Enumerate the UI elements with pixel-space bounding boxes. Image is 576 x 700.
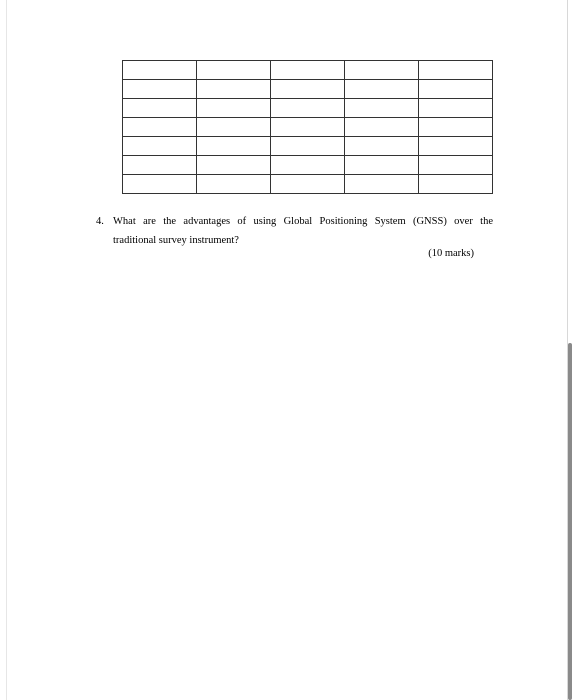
table-cell (419, 99, 493, 118)
table-cell (197, 137, 271, 156)
answer-table-body (123, 61, 493, 194)
table-row (123, 80, 493, 99)
table-cell (123, 175, 197, 194)
table-row (123, 118, 493, 137)
table-cell (271, 137, 345, 156)
table-cell (123, 156, 197, 175)
table-cell (419, 137, 493, 156)
table-row (123, 175, 493, 194)
table-cell (197, 99, 271, 118)
table-cell (419, 80, 493, 99)
table-cell (345, 118, 419, 137)
table-cell (419, 175, 493, 194)
table-cell (123, 137, 197, 156)
table-cell (123, 80, 197, 99)
table-cell (197, 61, 271, 80)
answer-table (122, 60, 493, 194)
table-cell (271, 156, 345, 175)
table-cell (197, 175, 271, 194)
table-cell (123, 118, 197, 137)
table-row (123, 137, 493, 156)
table-cell (345, 156, 419, 175)
question-text-line-2: traditional survey instrument? (113, 235, 239, 246)
table-cell (197, 118, 271, 137)
table-cell (123, 99, 197, 118)
table-cell (419, 61, 493, 80)
question-text-line-1: What are the advantages of using Global Positioning System (GNSS) over the (113, 216, 493, 227)
vertical-scrollbar-thumb[interactable] (568, 343, 572, 700)
table-cell (345, 99, 419, 118)
question-marks: (10 marks) (428, 248, 474, 259)
table-cell (345, 137, 419, 156)
document-page (6, 0, 568, 700)
table-row (123, 61, 493, 80)
table-row (123, 156, 493, 175)
table-cell (123, 61, 197, 80)
question-text (113, 212, 493, 250)
table-cell (271, 61, 345, 80)
table-cell (271, 175, 345, 194)
question-number: 4. (96, 216, 104, 227)
table-cell (419, 118, 493, 137)
table-cell (345, 61, 419, 80)
table-cell (345, 80, 419, 99)
table-cell (271, 118, 345, 137)
table-row (123, 99, 493, 118)
table-cell (271, 80, 345, 99)
table-cell (197, 80, 271, 99)
table-cell (197, 156, 271, 175)
table-cell (345, 175, 419, 194)
table-cell (419, 156, 493, 175)
table-cell (271, 99, 345, 118)
